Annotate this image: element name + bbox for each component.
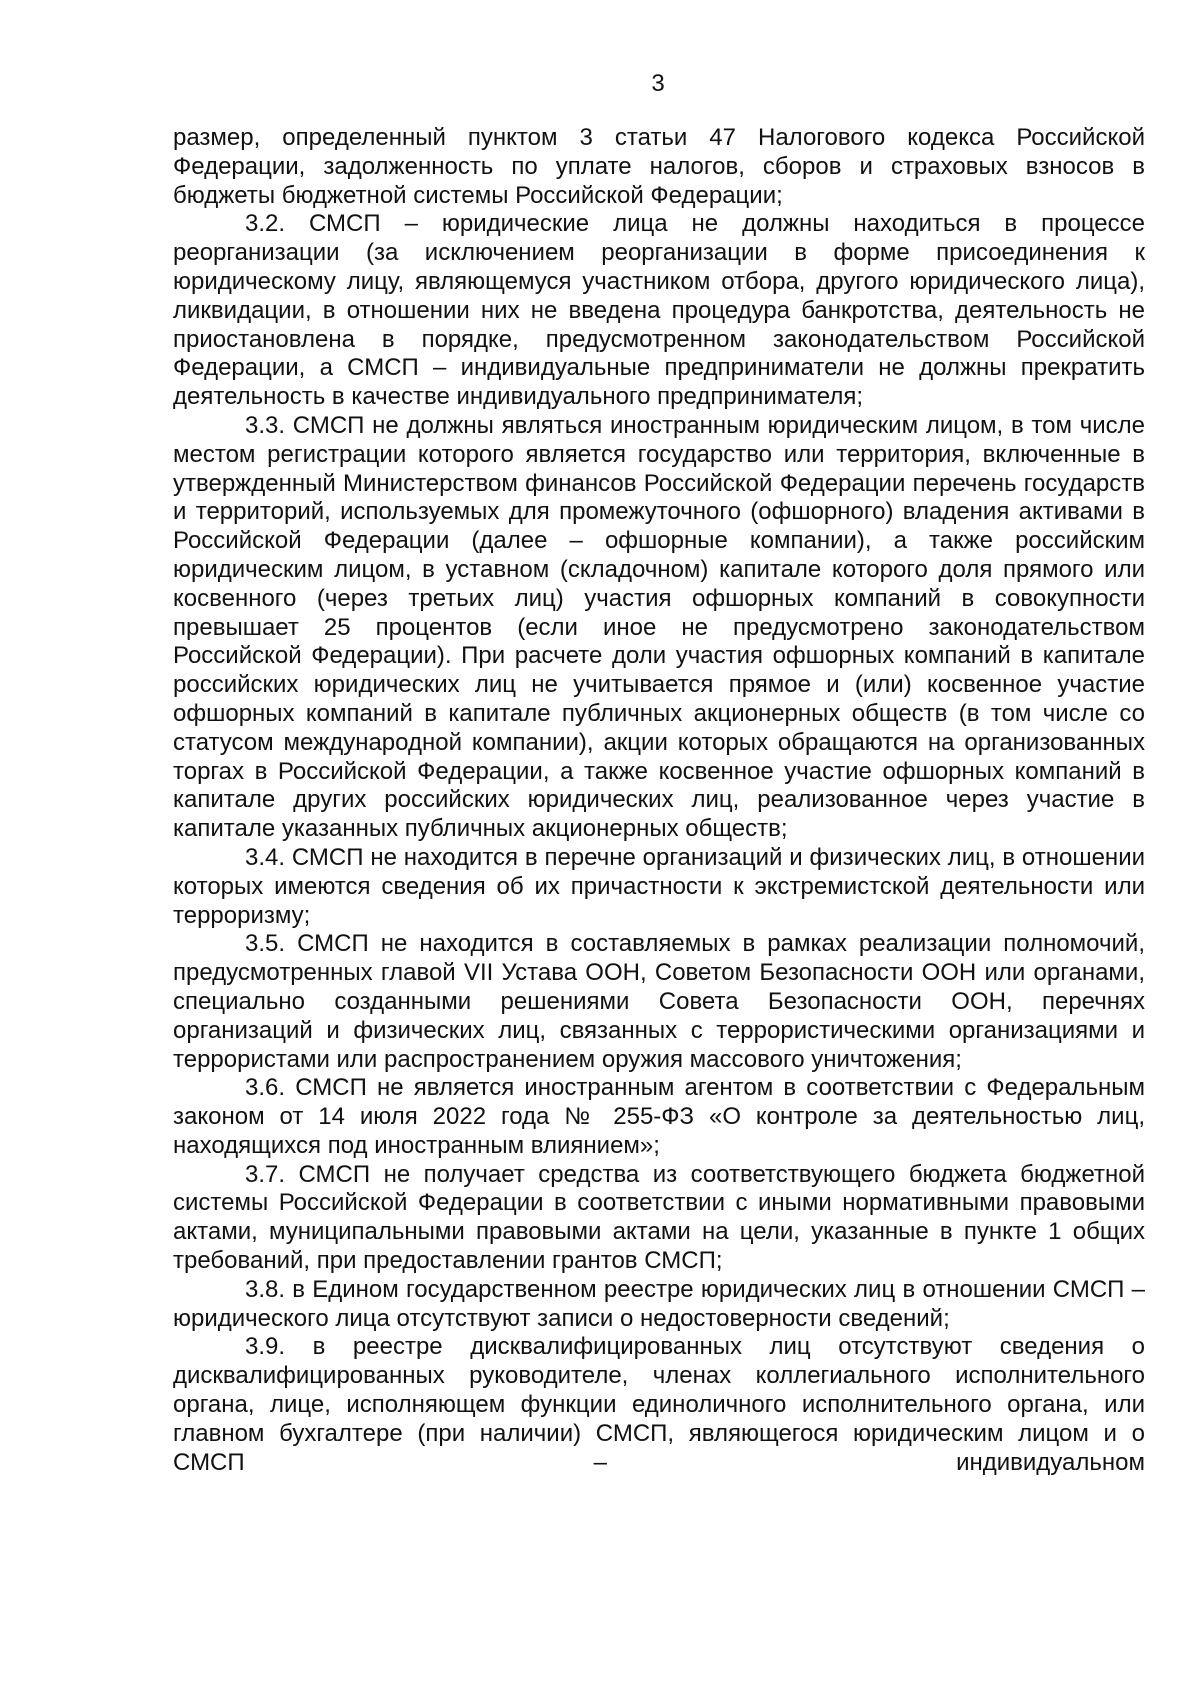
paragraph-3-3: 3.3. СМСП не должны являться иностранным юридическим лицом, в том числе местом регистрации которого является государство или территория, включенные в утвержденный Министерством финансов Российской Федерации перечень государств и территорий, используемых для промежуточного (офшорного) владения активами в Российской Федерации (далее – офшорные компании), а также российским юридическим лицом, в уставном (складочном) капитале которого доля прямого или косвенного (через третьих лиц) участия офшорных компаний в совокупности превышает 25 процентов (если иное не предусмотрено законодательством Российской Федерации). При расчете доли участия офшорных компаний в капитале российских юридических лиц не учитывается прямое и (или) косвенное участие офшорных компаний в капитале публичных акционерных обществ (в том числе со статусом международной компании), акции которых обращаются на организованных торгах в Российской Федерации, а также косвенное участие офшорных компаний в капитале других российских юридических лиц, реализованное через участие в капитале указанных публичных акционерных обществ; <box>173 411 1145 843</box>
paragraph-3-4: 3.4. СМСП не находится в перечне организаций и физических лиц, в отношении которых имеются сведения об их причастности к экстремистской деятельности или терроризму; <box>173 843 1145 929</box>
paragraph-3-9: 3.9. в реестре дисквалифицированных лиц отсутствуют сведения о дисквалифицированных руководителе, членах коллегиального исполнительного органа, лице, исполняющем функции единоличного исполнительного органа, или главном бухгалтере (при наличии) СМСП, являющегося юридическим лицом и о СМСП – индивидуальном <box>173 1333 1145 1476</box>
paragraph-3-7: 3.7. СМСП не получает средства из соответствующего бюджета бюджетной системы Российской Федерации в соответствии с иными нормативными правовыми актами, муниципальными правовыми актами на цели, указанные в пункте 1 общих требований, при предоставлении грантов СМСП; <box>173 1160 1145 1275</box>
document-body <box>173 124 1145 1477</box>
paragraph-3-6: 3.6. СМСП не является иностранным агентом в соответствии с Федеральным законом от 14 июля 2022 года № 255-ФЗ «О контроле за деятельностью лиц, находящихся под иностранным влиянием»; <box>173 1074 1145 1159</box>
page-number: 3 <box>651 70 665 97</box>
paragraph-3-8: 3.8. в Едином государственном реестре юридических лиц в отношении СМСП – юридического лица отсутствуют записи о недостоверности сведений; <box>173 1275 1145 1332</box>
paragraph-continuation: размер, определенный пунктом 3 статьи 47 Налогового кодекса Российской Федерации, задолженность по уплате налогов, сборов и страховых взносов в бюджеты бюджетной системы Российской Федерации; <box>173 124 1145 209</box>
paragraph-3-2: 3.2. СМСП – юридические лица не должны находиться в процессе реорганизации (за исключением реорганизации в форме присоединения к юридическому лицу, являющемуся участником отбора, другого юридического лица), ликвидации, в отношении них не введена процедура банкротства, деятельность не приостановлена в порядке, предусмотренном законодательством Российской Федерации, а СМСП – индивидуальные предприниматели не должны прекратить деятельность в качестве индивидуального предпринимателя; <box>173 210 1145 411</box>
paragraph-3-5: 3.5. СМСП не находится в составляемых в рамках реализации полномочий, предусмотренных главой VII Устава ООН, Советом Безопасности ООН или органами, специально созданными решениями Совета Безопасности ООН, перечнях организаций и физических лиц, связанных с террористическими организациями и террористами или распространением оружия массового уничтожения; <box>173 930 1145 1073</box>
